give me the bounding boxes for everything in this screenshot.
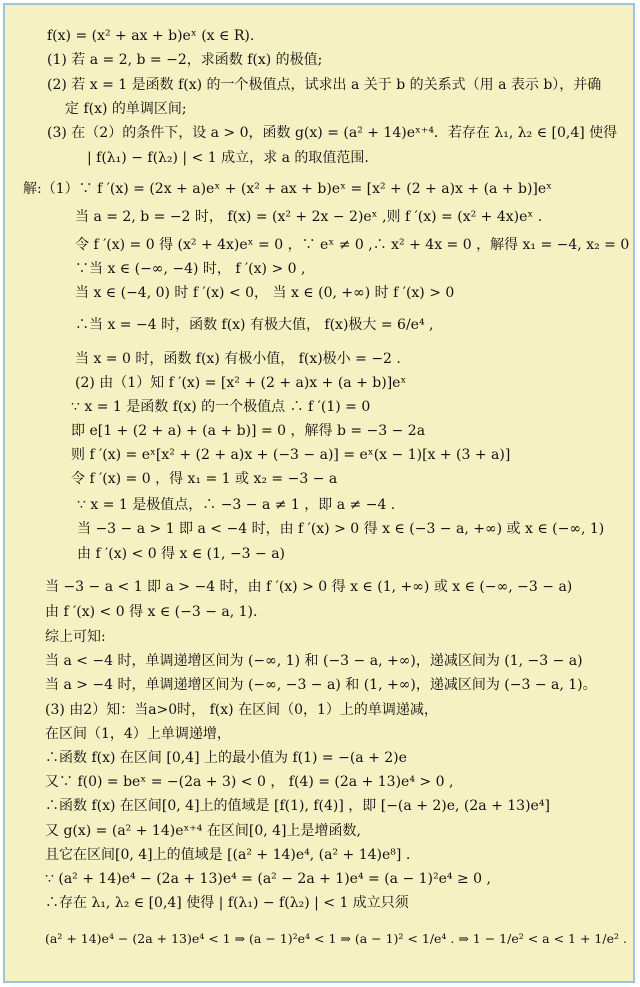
text-line: 当 a < −4 时，单调递增区间为 (−∞, 1) 和 (−3 − a, +∞)，递减区间为 (1, −3 − a) [45,653,583,669]
text-line: ∵ x = 1 是函数 f(x) 的一个极值点 ∴ f ′(1) = 0 [71,399,371,415]
text-line: 又∵ f(0) = beˣ = −(2a + 3) < 0 ， f(4) = (2a + 13)e⁴ > 0 , [45,774,454,790]
text-line: f(x) = (x² + ax + b)eˣ (x ∈ R). [47,28,255,44]
text-line: 当 −3 − a < 1 即 a > −4 时，由 f ′(x) > 0 得 x ∈ (1, +∞) 或 x ∈ (−∞, −3 − a) [45,579,573,595]
text-line: ∴当 x = −4 时，函数 f(x) 有极大值， f(x)极大 = 6/e⁴ , [75,317,434,333]
text-line: ∵当 x ∈ (−∞, −4) 时， f ′(x) > 0 , [75,261,306,277]
text-line: ∵ (a² + 14)e⁴ − (2a + 13)e⁴ = (a² − 2a + 1)e⁴ = (a − 1)²e⁴ ≥ 0 , [45,871,491,887]
text-line: | f(λ₁) − f(λ₂) | < 1 成立，求 a 的取值范围. [87,150,369,166]
text-line: (2) 由（1）知 f ′(x) = [x² + (2 + a)x + (a + b)]eˣ [75,375,407,391]
text-line: (3) 在（2）的条件下，设 a > 0，函数 g(x) = (a² + 14)eˣ⁺⁴．若存在 λ₁, λ₂ ∈ [0,4] 使得 [47,125,618,141]
text-line: 在区间（1，4）上单调递增， [45,726,231,742]
text-line: 即 e[1 + (2 + a) + (a + b)] = 0 ，解得 b = −3 − 2a [71,423,426,439]
text-line: 当 x ∈ (−4, 0) 时 f ′(x) < 0， 当 x ∈ (0, +∞) 时 f ′(x) > 0 [75,285,455,301]
text-line: (2) 若 x = 1 是函数 f(x) 的一个极值点，试求出 a 关于 b 的关系式（用 a 表示 b），并确 [47,77,602,93]
text-line: 且它在区间[0, 4]上的值域是 [(a² + 14)e⁴, (a² + 14)e⁸] . [45,847,411,863]
text-line: ∴函数 f(x) 在区间 [0,4] 上的最小值为 f(1) = −(a + 2)e [45,750,407,766]
text-line: 当 −3 − a > 1 即 a < −4 时，由 f ′(x) > 0 得 x ∈ (−3 − a, +∞) 或 x ∈ (−∞, 1) [77,521,605,537]
text-line: 又 g(x) = (a² + 14)eˣ⁺⁴ 在区间[0, 4]上是增函数, [45,823,361,839]
text-line: 由 f ′(x) < 0 得 x ∈ (−3 − a, 1). [45,604,258,620]
text-line: 定 f(x) 的单调区间; [65,101,187,117]
text-line: ∴存在 λ₁, λ₂ ∈ [0,4] 使得 | f(λ₁) − f(λ₂) | < 1 成立只须 [45,895,409,911]
text-line: 综上可知: [45,629,106,645]
text-line: 当 x = 0 时，函数 f(x) 有极小值， f(x)极小 = −2 . [75,351,401,367]
text-line: (3) 由2）知：当a>0时， f(x) 在区间（0，1）上的单调递减， [45,702,438,718]
text-line: (a² + 14)e⁴ − (2a + 13)e⁴ < 1 ⇒ (a − 1)²e⁴ < 1 ⇒ (a − 1)² < 1/e⁴ . ⇒ 1 − 1/e² < a < 1 + 1/e² . [45,931,627,946]
text-line: ∵ x = 1 是极值点，∴ −3 − a ≠ 1 ，即 a ≠ −4 . [77,497,396,513]
text-line: (1) 若 a = 2, b = −2，求函数 f(x) 的极值; [47,52,323,68]
text-line: 令 f ′(x) = 0 ，得 x₁ = 1 或 x₂ = −3 − a [71,471,338,487]
text-line: 当 a > −4 时，单调递增区间为 (−∞, −3 − a) 和 (1, +∞)，递减区间为 (−3 − a, 1)。 [45,677,597,693]
text-line: 则 f ′(x) = eˣ[x² + (2 + a)x + (−3 − a)] = eˣ(x − 1)[x + (3 + a)] [71,447,511,463]
document-page [3,3,635,983]
text-line: 令 f ′(x) = 0 得 (x² + 4x)eˣ = 0 ，∵ eˣ ≠ 0 ,∴ x² + 4x = 0 ，解得 x₁ = −4, x₂ = 0 [75,237,630,253]
text-line: 当 a = 2, b = −2 时， f(x) = (x² + 2x − 2)eˣ ,则 f ′(x) = (x² + 4x)eˣ . [75,209,543,225]
text-line: ∴函数 f(x) 在区间[0, 4]上的值域是 [f(1), f(4)] ，即 [−(a + 2)e, (2a + 13)e⁴] [45,798,550,814]
text-line: 解:（1）∵ f ′(x) = (2x + a)eˣ + (x² + ax + b)eˣ = [x² + (2 + a)x + (a + b)]eˣ [23,181,553,197]
text-line: 由 f ′(x) < 0 得 x ∈ (1, −3 − a) [77,546,286,562]
